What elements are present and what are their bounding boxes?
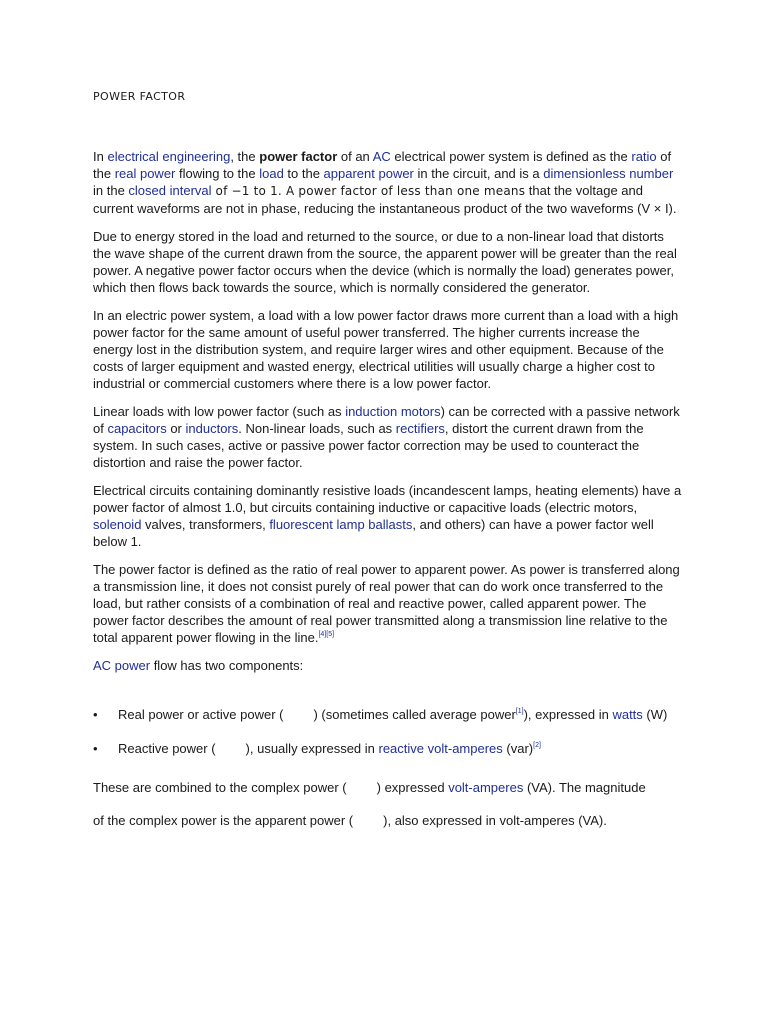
link-closed-interval[interactable]: closed interval <box>128 183 212 198</box>
link-ac[interactable]: AC <box>372 149 391 164</box>
paragraph-ac-power-components <box>93 657 683 674</box>
link-solenoid[interactable]: solenoid <box>93 517 142 532</box>
text: of the <box>93 149 672 181</box>
reference-2[interactable]: [2] <box>533 742 541 749</box>
link-reactive-volt-amperes[interactable]: reactive volt-amperes <box>378 741 503 756</box>
article-body <box>93 148 683 840</box>
link-volt-amperes[interactable]: volt-amperes <box>448 780 524 795</box>
text: Reactive power ( <box>118 741 216 756</box>
text: ), expressed in <box>523 707 613 722</box>
text: to the <box>283 166 324 181</box>
text: ), usually expressed in <box>245 741 379 756</box>
paragraph-resistive-loads <box>93 482 683 550</box>
link-ac-power[interactable]: AC power <box>93 658 151 673</box>
paragraph-ratio-definition <box>93 561 683 646</box>
link-fluorescent-lamp-ballasts[interactable]: fluorescent lamp ballasts <box>269 517 413 532</box>
text: flow has two components: <box>150 658 304 673</box>
text: Linear loads with low power factor (such as <box>93 404 346 419</box>
link-ratio[interactable]: ratio <box>631 149 657 164</box>
text: that the voltage and current waveforms are not in phase, reducing the instantaneous product of the two waveforms (V × I). <box>93 183 677 216</box>
page-title: POWER FACTOR <box>93 90 186 103</box>
reference-4[interactable]: [4] <box>318 631 327 638</box>
text: (W) <box>642 707 668 722</box>
text: ) (sometimes called average power <box>313 707 516 722</box>
reference-1[interactable]: [1] <box>515 708 524 715</box>
reference-5[interactable]: [5] <box>326 631 335 638</box>
link-dimensionless-number[interactable]: dimensionless number <box>543 166 674 181</box>
text: flowing to the <box>175 166 260 181</box>
link-watts[interactable]: watts <box>612 707 643 722</box>
paragraph-apparent-power <box>93 812 683 829</box>
link-induction-motors[interactable]: induction motors <box>345 404 441 419</box>
text: electrical power system is defined as the <box>390 149 632 164</box>
text: in the <box>93 183 129 198</box>
text: of the complex power is the apparent power ( <box>93 813 354 828</box>
link-inductors[interactable]: inductors <box>185 421 239 436</box>
text: In <box>93 149 108 164</box>
link-capacitors[interactable]: capacitors <box>107 421 167 436</box>
link-apparent-power[interactable]: apparent power <box>323 166 414 181</box>
text: or <box>166 421 186 436</box>
bold-power-factor: power factor <box>259 149 338 164</box>
text: , and others) can have a power factor well below 1. <box>93 517 654 549</box>
bullet-icon: • <box>93 741 98 756</box>
text: ) can be corrected with a passive network of <box>93 404 680 436</box>
paragraph-definition <box>93 148 683 217</box>
link-load[interactable]: load <box>259 166 284 181</box>
link-real-power[interactable]: real power <box>114 166 176 181</box>
text: Electrical circuits containing dominantly resistive loads (incandescent lamps, heating elements) have a power factor of almost 1.0, but circuits containing inductive or capacitive loads (electric motors, <box>93 483 682 515</box>
text: valves, transformers, <box>141 517 270 532</box>
text: of −1 to 1. A power factor of less than one means <box>211 184 526 198</box>
text: ), also expressed in volt-amperes (VA). <box>383 813 607 828</box>
link-electrical-engineering[interactable]: electrical engineering <box>107 149 231 164</box>
text: , distort the current drawn from the system. In such cases, active or passive power factor correction may be used to counteract the distortion and raise the power factor. <box>93 421 644 470</box>
text: The power factor is defined as the ratio of real power to apparent power. As power is transferred along a transmission line, it does not consist purely of real power that can do work once transferred to the load, but rather consists of a combination of real and reactive power, called apparent power. The power factor describes the amount of real power transmitted along a transmission line relative to the total apparent power flowing in the line. <box>93 562 680 645</box>
text: (var) <box>502 741 534 756</box>
list-item-real-power <box>93 706 683 723</box>
link-rectifiers[interactable]: rectifiers <box>395 421 445 436</box>
text: (VA). The magnitude <box>523 780 646 795</box>
paragraph-low-power-factor: In an electric power system, a load with a low power factor draws more current than a load with a high power factor for the same amount of useful power transferred. The higher currents increase the energy lost in the distribution system, and require larger wires and other equipment. Because of the costs of larger equipment and wasted energy, electrical utilities will usually charge a higher cost to industrial or commercial customers where there is a low power factor. <box>93 308 679 391</box>
components-list <box>93 706 683 757</box>
text: . Non-linear loads, such as <box>238 421 396 436</box>
text: ) expressed <box>376 780 449 795</box>
bullet-icon: • <box>93 707 98 722</box>
text: Real power or active power ( <box>118 707 284 722</box>
text: in the circuit, and is a <box>413 166 544 181</box>
text: of an <box>337 149 373 164</box>
text: , the <box>230 149 260 164</box>
paragraph-linear-loads <box>93 403 683 471</box>
list-item-reactive-power <box>93 740 683 757</box>
paragraph-energy-stored: Due to energy stored in the load and returned to the source, or due to a non-linear load that distorts the wave shape of the current drawn from the source, the apparent power will be greater than the real power. A negative power factor occurs when the device (which is normally the load) generates power, which then flows back towards the source, which is normally considered the generator. <box>93 229 677 295</box>
text: These are combined to the complex power ( <box>93 780 347 795</box>
paragraph-complex-power <box>93 779 683 796</box>
